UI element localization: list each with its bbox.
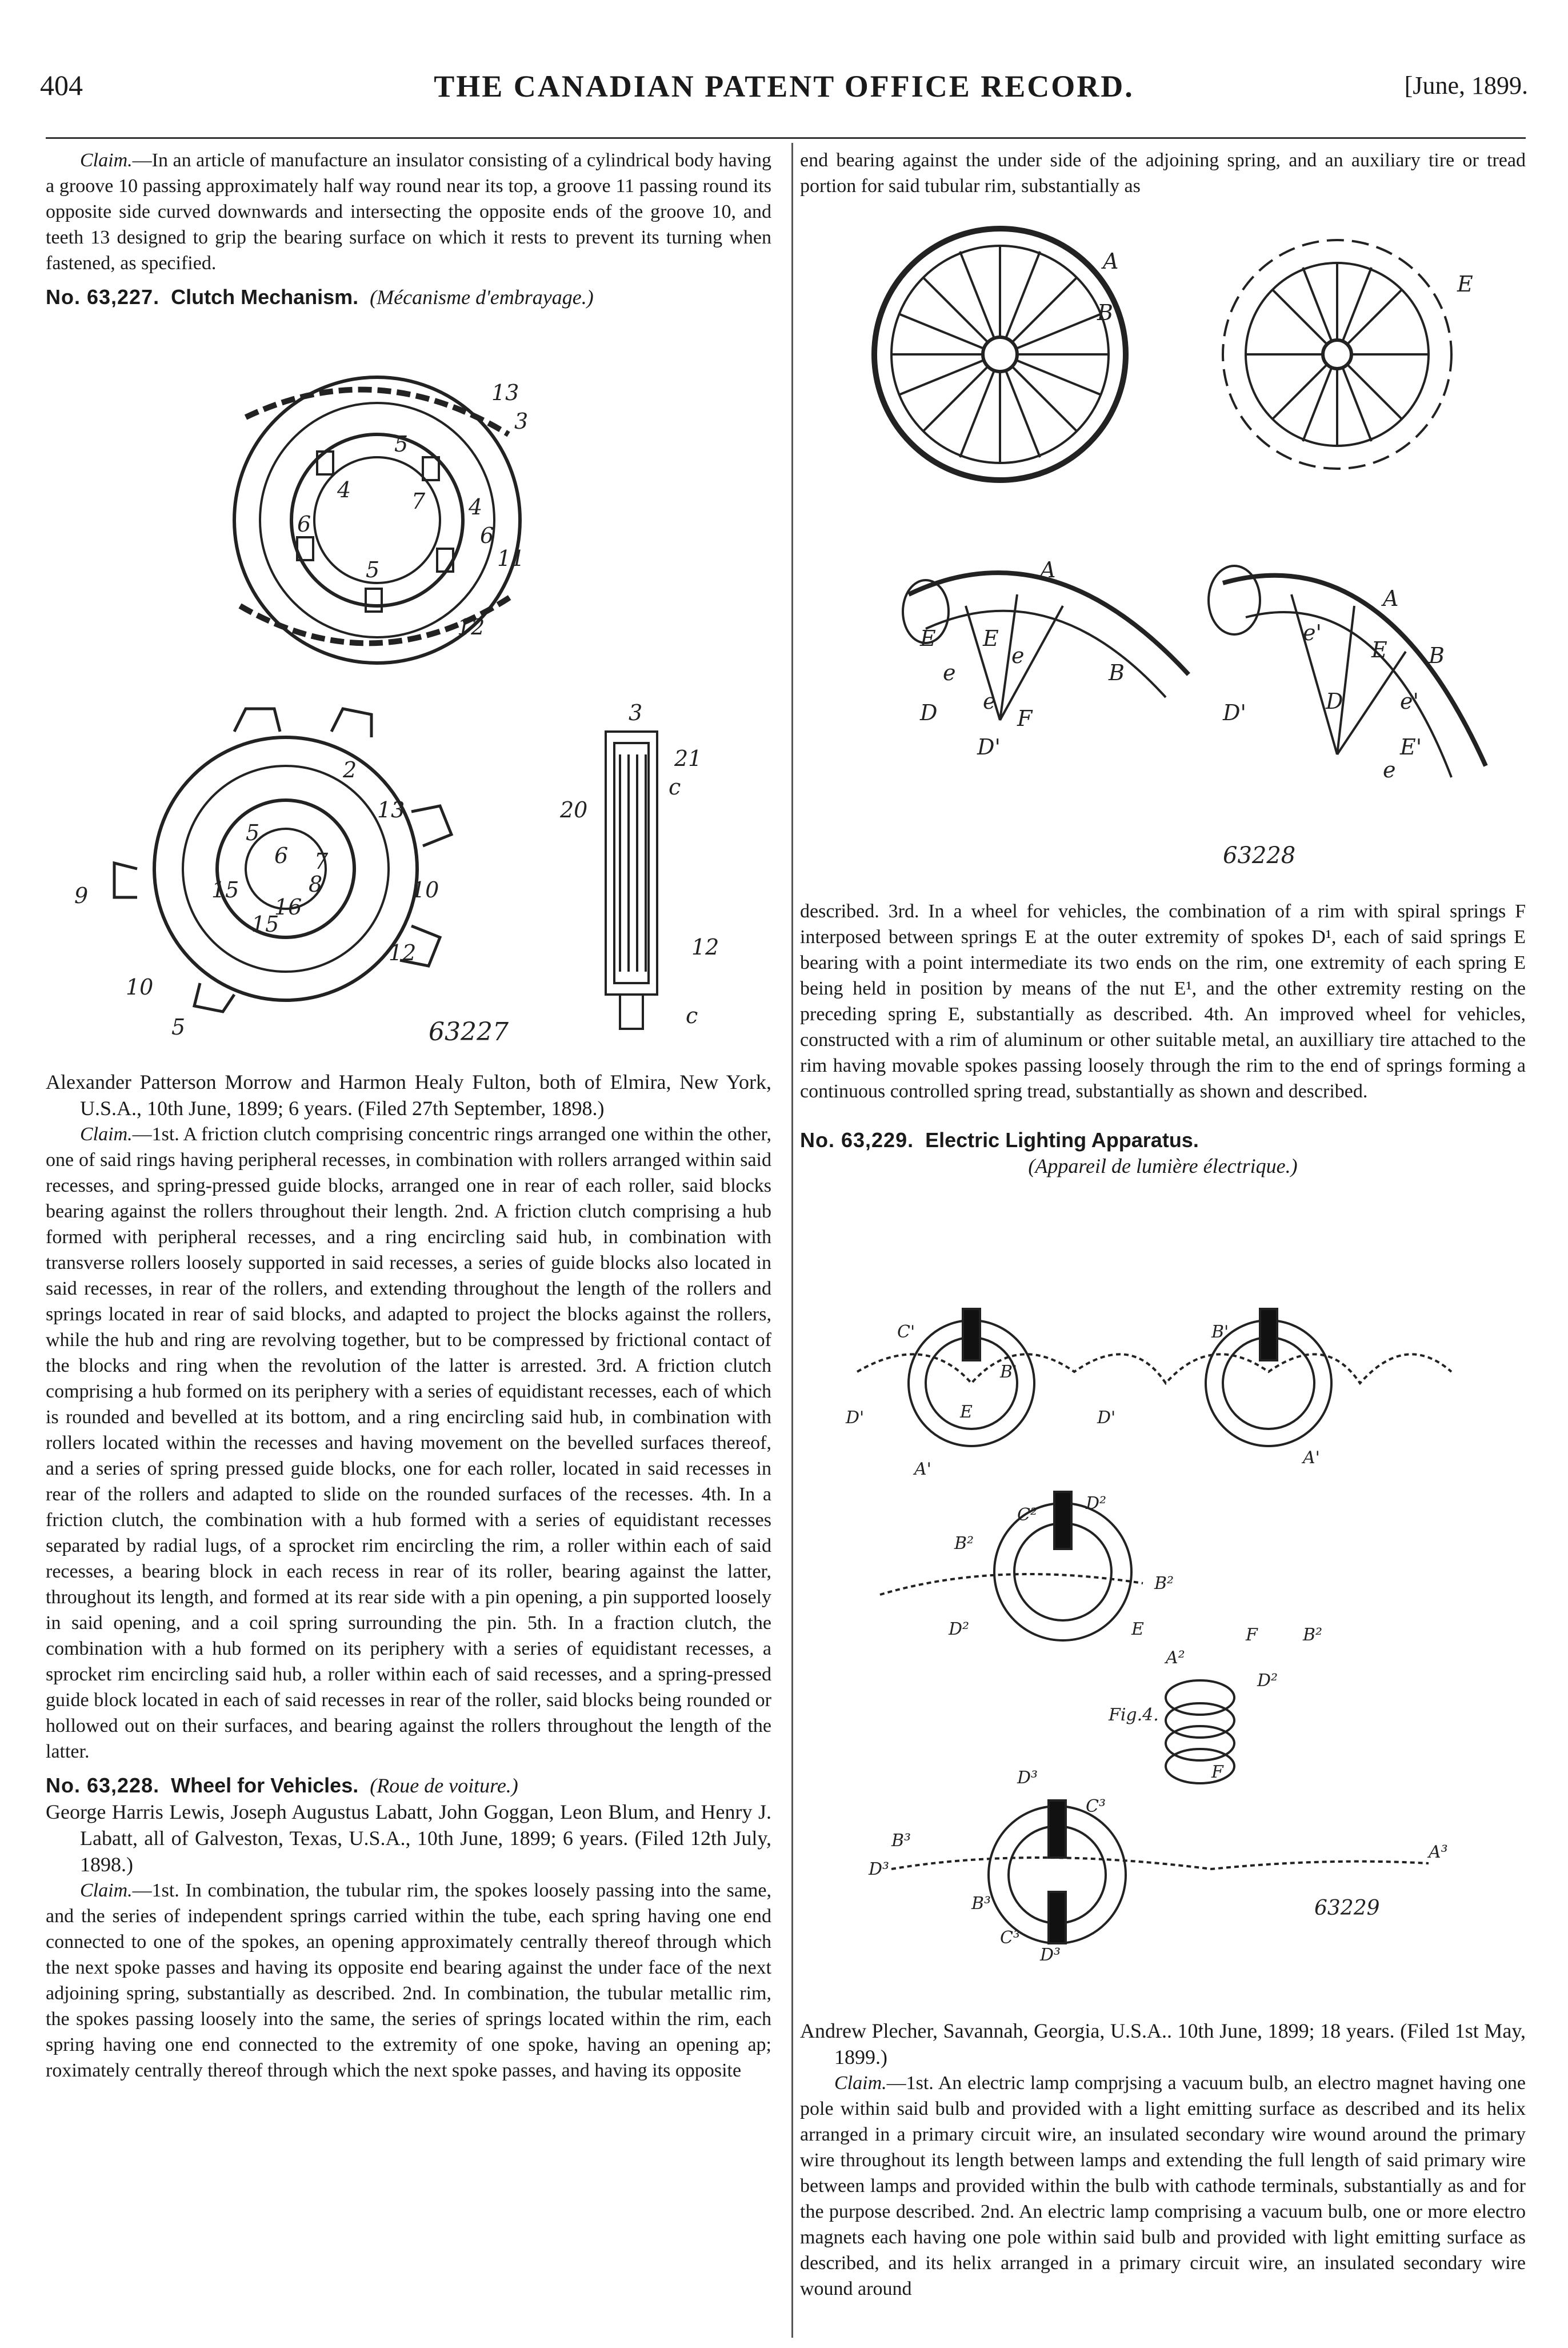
fig-label: D² — [949, 1619, 970, 1639]
patent-number: No. 63,229. — [800, 1128, 914, 1152]
figure-electric-lighting — [811, 1286, 1520, 2012]
fig-label: F — [1246, 1625, 1258, 1645]
claims-63228-continued: end bearing against the under side of the adjoining spring, and an auxiliary tire or tread portion for said tubular rim, substantially as — [800, 150, 1526, 197]
fig-label: C' — [897, 1322, 915, 1342]
page-header — [40, 69, 1528, 120]
fig-label: A — [1103, 249, 1119, 274]
fig-label: 5 — [394, 432, 409, 457]
fig-label: e — [983, 689, 996, 714]
fig-label: D² — [1257, 1671, 1278, 1691]
fig-label: B — [1109, 660, 1125, 685]
figure-number: 63229 — [1314, 1896, 1380, 1920]
fig-label: E — [983, 626, 999, 651]
fig-label: E — [960, 1402, 973, 1422]
fig-label: D' — [1223, 700, 1246, 725]
inventors-63228: George Harris Lewis, Joseph Augustus Labatt, John Goggan, Leon Blum, and Henry J. Labatt, all of Galveston, Texas, U.S.A., 10th June, 1899; 6 years. (Filed 12th July, 1898.) — [46, 1800, 771, 1876]
fig-label: e' — [1400, 689, 1419, 714]
fig-label: 9 — [74, 883, 89, 908]
figure-wheel-for-vehicles — [811, 206, 1520, 892]
column-divider — [791, 143, 793, 2338]
fig-label: B — [1429, 643, 1445, 668]
fig-label: B' — [1211, 1322, 1229, 1342]
left-column-top — [46, 147, 771, 310]
clutch-drawing — [57, 366, 766, 1052]
fig-label: E — [1457, 271, 1473, 297]
fig-label: D' — [977, 734, 1001, 760]
fig-label: 12 — [389, 940, 417, 965]
fig-label: 12 — [691, 935, 719, 960]
fig-label: 8 — [309, 872, 323, 897]
inventors-63227: Alexander Patterson Morrow and Harmon Healy Fulton, both of Elmira, New York, U.S.A., 10th June, 1899; 6 years. (Filed 27th September, 1898.) — [46, 1071, 771, 1120]
page-number: 404 — [40, 69, 83, 101]
fig-label: A' — [914, 1459, 931, 1479]
fig-label: 5 — [171, 1015, 186, 1040]
fig-label: D³ — [1040, 1945, 1061, 1965]
prev-claim — [46, 147, 771, 276]
fig-label: B² — [954, 1534, 974, 1554]
fig-label: F — [1211, 1762, 1223, 1782]
electric-lamp-drawing — [811, 1286, 1520, 2012]
fig-label: 11 — [497, 546, 525, 571]
fig-label: 3 — [514, 409, 529, 434]
fig-label: A — [1040, 557, 1056, 582]
fig-label: 15 — [251, 912, 279, 937]
fig-label: 2 — [343, 757, 357, 782]
claim-text: —1st. A friction clutch comprising concentric rings arranged one within the other, one of said rings having peripheral recesses, in combination with rollers arranged within said recesses, and spring-pressed guide blocks, arranged one in rear of each roller, said blocks bearing against the rollers throughout their length. 2nd. A friction clutch comprising a hub formed with peripheral recesses, and a ring encircling said hub, in combination with transverse rollers loosely supported in said recesses, a series of guide blocks also located in said recesses, in rear of the rollers, and extending throughout the length of the rollers and springs located in rear of said blocks, and adapted to project the blocks against the rollers, while the hub and ring are revolving together, but to be compressed by frictional contact of the blocks and ring when the revolution of the latter is arrested. 3rd. A friction clutch comprising a hub formed on its periphery with a series of equidistant recesses, each of which is rounded and bevelled at its bottom, and a ring encircling said hub, in combination with rollers located within the recesses and having movement on the bevelled surfaces thereof, and a series of spring pressed guide blocks, one for each roller, located in said recesses in rear of the rollers and adapted to slide on the rounded surfaces of the recesses. 4th. In a friction clutch, the combination with a hub formed with a series of equidistant recesses separated by radial lugs, of a sprocket rim encircling the rim, a roller within each of said recesses, a bearing block in each recess in rear of its roller, bearing against the latter, throughout its length, and formed at its rear side with a pin opening, a pin supported loosely in said opening, and a coil spring surrounding the pin. 5th. In a fraction clutch, the combination with a hub formed on its periphery with a series of equidistant recesses, a sprocket rim encircling said hub, a roller within each of said recesses, and a spring-pressed guide block located in each of said recesses in rear of the roller, said blocks being rounded or hollowed out on their surfaces, and bearing against the rollers throughout the length of the latter. — [46, 1124, 771, 1762]
patent-name: Clutch Mechanism. — [171, 285, 359, 309]
fig-label: B³ — [971, 1894, 991, 1914]
claims-63229 — [800, 2070, 1526, 2302]
journal-title: THE CANADIAN PATENT OFFICE RECORD. — [434, 69, 1134, 103]
inventors-63229: Andrew Plecher, Savannah, Georgia, U.S.A.. 10th June, 1899; 18 years. (Filed 1st May, 1899.) — [800, 2019, 1526, 2069]
patent-name: Wheel for Vehicles. — [171, 1774, 359, 1797]
patent-french-name: (Mécanisme d'embrayage.) — [370, 286, 594, 309]
patent-heading-63228 — [46, 1772, 771, 1799]
claim-label: Claim. — [80, 150, 133, 171]
fig-label: c — [669, 774, 681, 800]
fig-label: 21 — [674, 746, 702, 771]
claim-text: —1st. In combination, the tubular rim, the spokes loosely passing into the same, and the series of independent springs carried within the tube, each spring having one end connected to one of the spokes, an opening approximately centrally thereof through which the next spoke passes and having its opposite end bearing against the under face of the next adjoining spring, substantially as described. 2nd. In combination, the tubular metallic rim, the spokes passing loosely into the same, the series of springs located within the rim, each spring having one end connected to the extremity of one spoke, having an opening ap; roximately centrally thereof through which the next spoke passes, and having its opposite — [46, 1880, 771, 2081]
claim-label: Claim. — [834, 2073, 887, 2094]
fig-label: B² — [1303, 1625, 1323, 1645]
right-column-middle — [800, 899, 1526, 1179]
right-column-bottom — [800, 2018, 1526, 2302]
claim-text: —In an article of manufacture an insulator consisting of a cylindrical body having a groove 10 passing approximately half way round near its top, a groove 11 passing round its opposite side curved downwards and intersecting the opposite ends of the groove 10, and teeth 13 designed to grip the bearing surface on which it rests to prevent its turning when fastened, as specified. — [46, 150, 771, 274]
fig-label: 4 — [337, 477, 351, 502]
patent-french-name: (Appareil de lumière électrique.) — [1028, 1155, 1298, 1177]
fig-label: A — [1383, 586, 1399, 611]
fig-label: F — [1017, 706, 1033, 731]
fig-label: 4 — [469, 494, 483, 520]
fig-label: c — [686, 1003, 698, 1028]
fig-label: B³ — [891, 1831, 911, 1851]
fig-label: 13 — [377, 797, 405, 822]
fig-label: 15 — [211, 877, 239, 903]
fig-label: B — [1097, 300, 1113, 325]
claim-label: Claim. — [80, 1124, 133, 1145]
fig-label: 7 — [314, 849, 329, 874]
fig-label: 5 — [246, 820, 260, 845]
claim-label: Claim. — [80, 1880, 133, 1901]
fig-label: D³ — [1017, 1768, 1038, 1788]
fig-label: B² — [1154, 1574, 1174, 1594]
fig-label: 3 — [629, 700, 643, 725]
fig-label: A³ — [1429, 1842, 1448, 1862]
fig-label: D — [920, 700, 938, 725]
claims-63228 — [46, 1878, 771, 2083]
right-column-top — [800, 147, 1526, 199]
fig-label: e' — [1303, 620, 1322, 645]
figure-clutch-mechanism — [57, 366, 766, 1052]
fig-label: E — [1371, 637, 1387, 662]
patent-name: Electric Lighting Apparatus. — [925, 1128, 1199, 1152]
claims-63228-end: described. 3rd. In a wheel for vehicles, the combination of a rim with spiral springs F interposed between springs E at the outer extremity of spokes D¹, each of said springs E bearing with a point intermediate its two ends on the rim, one extremity of each spring E being held in position by means of the nut E¹, and the other extremity resting on the preceding spring E, substantially as described. 4th. An improved wheel for vehicles, constructed with a rim of aluminum or other suitable metal, an auxilliary tire attached to the rim having movable spokes passing loosely through the rim to the end of springs forming a continuous controlled spring tread, substantially as shown and described. — [800, 901, 1526, 1102]
fig-label: D' — [1097, 1408, 1116, 1428]
fig-label: 12 — [457, 614, 485, 640]
figure-number: 63228 — [1223, 842, 1296, 869]
fig-label: e — [943, 660, 956, 685]
header-rule — [46, 137, 1526, 139]
fig-label: A² — [1166, 1648, 1185, 1668]
patent-number: No. 63,228. — [46, 1774, 160, 1797]
fig-label: 5 — [366, 557, 380, 582]
wheel-drawing — [811, 206, 1520, 892]
fig-label: E' — [1400, 734, 1422, 760]
fig-label: 10 — [126, 975, 154, 1000]
fig-label: 13 — [491, 380, 519, 405]
patent-number: No. 63,227. — [46, 285, 160, 309]
fig-label: 6 — [274, 843, 289, 868]
fig-label: e — [1011, 643, 1025, 668]
fig-label: 7 — [411, 489, 426, 514]
fig-label: E — [920, 626, 936, 651]
claims-63227 — [46, 1121, 771, 1764]
fig-label: e — [1383, 757, 1396, 782]
fig-label: D' — [846, 1408, 865, 1428]
fig-label: 6 — [297, 512, 311, 537]
patent-french-name: (Roue de voiture.) — [370, 1774, 518, 1797]
fig-label: 20 — [560, 797, 588, 822]
fig-label: 10 — [411, 877, 439, 903]
claim-text: —1st. An electric lamp comprjsing a vacuum bulb, an electro magnet having one pole within said bulb and provided with a light emitting surface as described and its helix arranged in a primary circuit wire, an insulated secondary wire wound around the primary wire throughout its length between lamps and extending the full length of said primary wire between lamps and provided within the bulb with cathode terminals, substantially as and for the purpose described. 2nd. An electric lamp comprising a vacuum bulb, one or more electro magnets each having one pole within said bulb and provided with light emitting surface as described, and its helix arranged in a primary circuit wire, an insulated secondary wire wound around — [800, 2073, 1526, 2299]
fig-label: Fig.4. — [1109, 1705, 1159, 1725]
fig-label: A' — [1303, 1448, 1320, 1468]
figure-number: 63227 — [429, 1017, 509, 1047]
fig-label: C³ — [1086, 1796, 1106, 1816]
fig-label: D³ — [869, 1859, 890, 1879]
fig-label: E — [1131, 1619, 1144, 1639]
patent-heading-63229 — [800, 1127, 1526, 1153]
fig-label: B' — [1000, 1362, 1018, 1382]
issue-date: [June, 1899. — [1404, 71, 1528, 99]
fig-label: C³ — [1000, 1928, 1020, 1948]
fig-label: 16 — [274, 895, 302, 920]
patent-heading-63227 — [46, 284, 771, 310]
fig-label: D — [1326, 689, 1343, 714]
fig-label: D² — [1086, 1494, 1107, 1514]
fig-label: C² — [1017, 1505, 1037, 1525]
fig-label: 6 — [480, 523, 494, 548]
left-column-bottom — [46, 1069, 771, 2083]
